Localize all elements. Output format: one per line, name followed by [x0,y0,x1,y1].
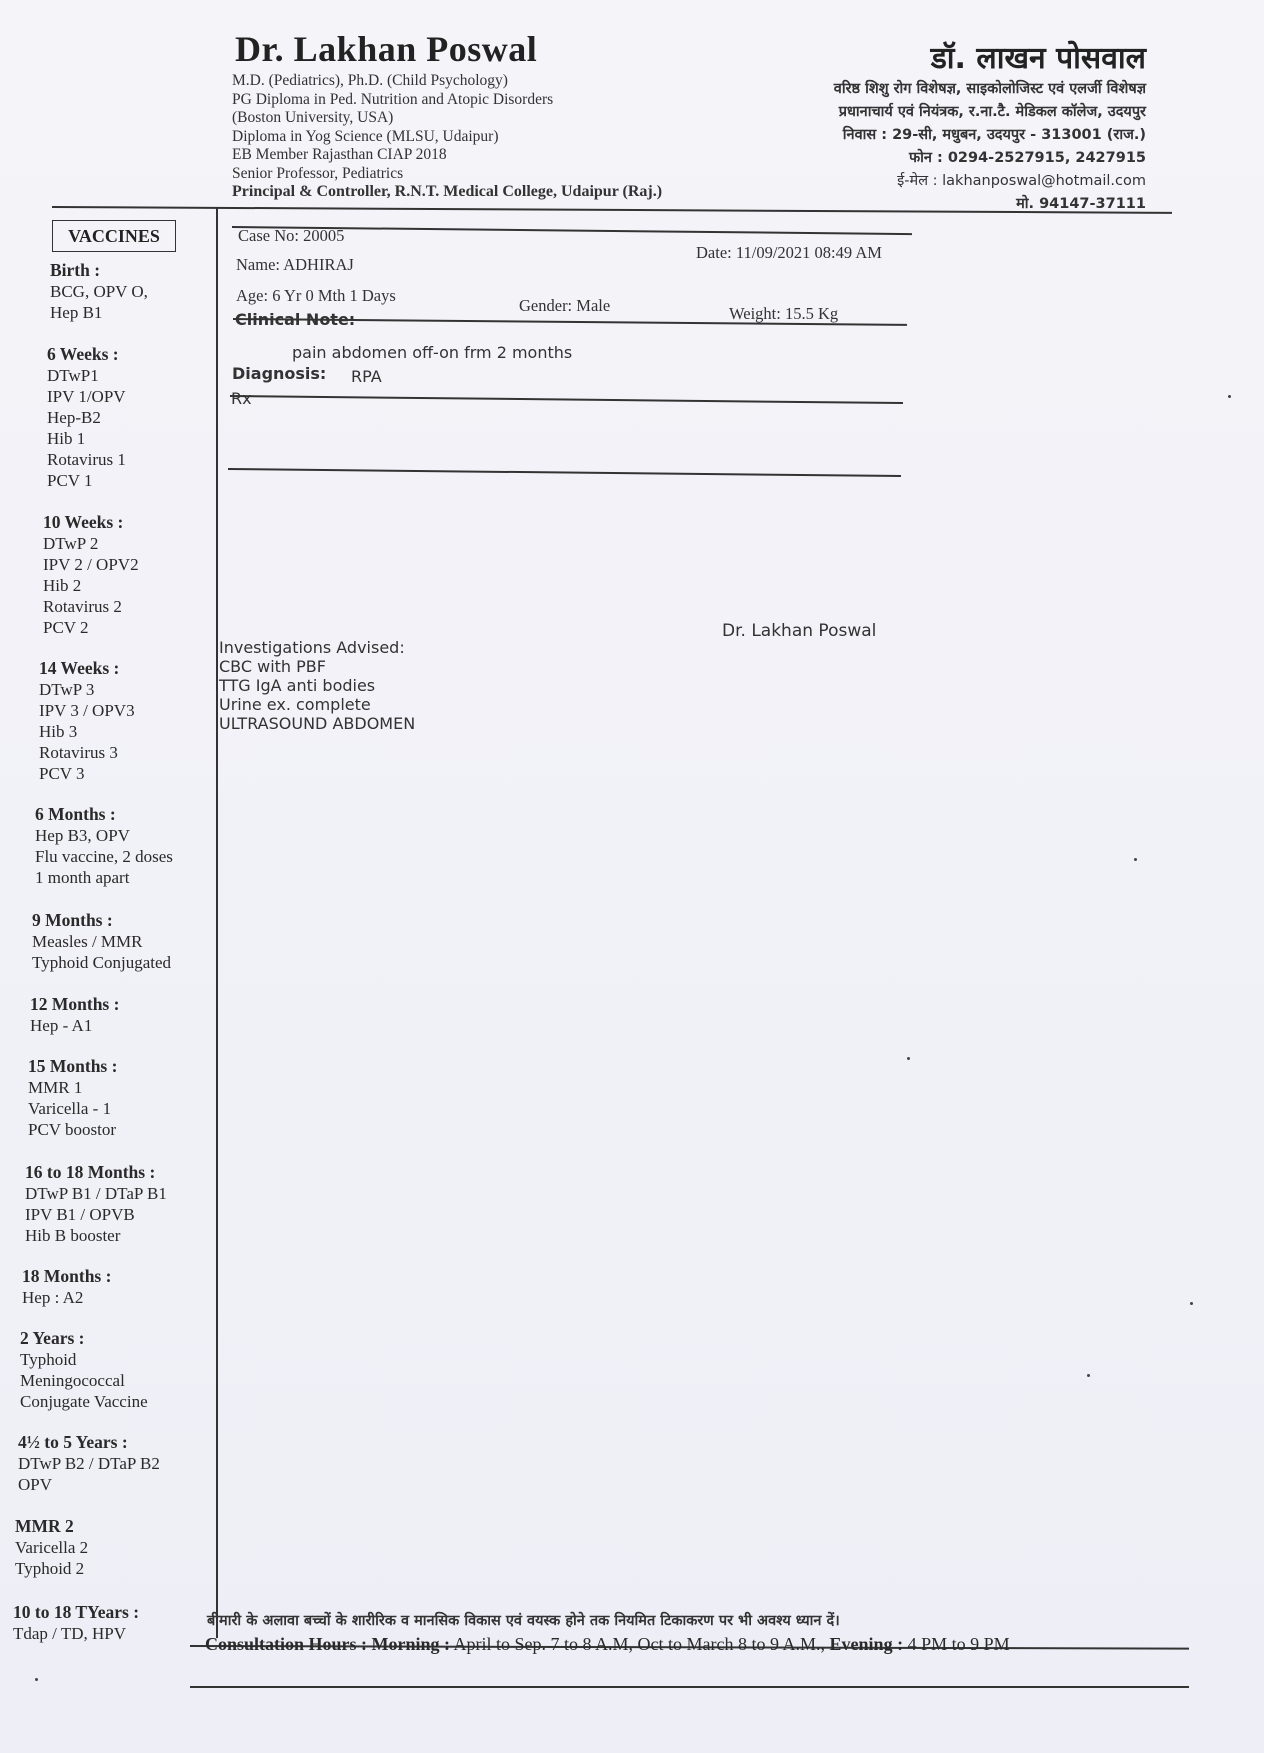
vaccine-group [20,1328,220,1412]
scan-speck [1134,858,1137,861]
vaccine-group-heading: MMR 2 [15,1516,74,1536]
hindi-details-block [834,78,1146,216]
vaccine-item: Hib B booster [25,1226,121,1245]
scan-speck [907,1057,910,1060]
vaccine-group-heading: 6 Months : [35,804,116,824]
investigation-item: Urine ex. complete [219,695,371,714]
investigation-item: TTG IgA anti bodies [219,676,376,695]
patient-gender: Gender: Male [519,296,611,315]
vaccine-group-heading: 16 to 18 Months : [25,1162,156,1182]
vaccine-group [32,910,232,973]
investigations-block [219,638,415,733]
vaccine-item: PCV 2 [43,618,89,637]
vaccine-item: OPV [18,1475,53,1494]
vaccine-group-heading: 18 Months : [22,1266,112,1286]
vaccine-item: 1 month apart [35,868,130,887]
mobile-line: मो. 94147-37111 [1016,196,1146,212]
vaccine-group [39,658,239,784]
vaccine-item: Rotavirus 1 [47,450,126,469]
vaccine-group [28,1056,228,1140]
vaccine-item: DTwP B1 / DTaP B1 [25,1184,167,1203]
hindi-line: वरिष्ठ शिशु रोग विशेषज्ञ, साइकोलोजिस्ट एवं एलर्जी विशेषज्ञ [833,81,1146,97]
vaccine-item: Typhoid [20,1350,77,1369]
vaccine-item: IPV 3 / OPV3 [39,701,135,720]
hindi-line: निवास : 29-सी, मधुबन, उदयपुर - 313001 (राज.) [842,127,1146,143]
patient-age: Age: 6 Yr 0 Mth 1 Days [236,286,396,305]
doctor-name-en: Dr. Lakhan Poswal [235,29,538,69]
qualification-line: EB Member Rajasthan CIAP 2018 [232,146,447,163]
vaccine-group [18,1432,218,1495]
vaccine-item: Hib 3 [39,722,78,741]
vaccine-group-heading: Birth : [50,260,101,280]
vaccine-group [22,1266,222,1308]
vaccine-item: Hep - A1 [30,1016,93,1035]
scan-speck [1190,1302,1193,1305]
vaccine-item: Rotavirus 3 [39,743,118,762]
qualification-line: PG Diploma in Ped. Nutrition and Atopic Disorders [232,90,554,108]
hindi-line: प्रधानाचार्य एवं नियंत्रक, र.ना.टै. मेडिकल कॉलेज, उदयपुर [838,104,1146,120]
vaccine-item: Hep B1 [50,303,103,322]
email-line: ई-मेल : lakhanposwal@hotmail.com [897,173,1146,189]
doctor-name-hi: डॉ. लाखन पोसवाल [930,41,1146,76]
vaccine-group-heading: 6 Weeks : [47,344,119,364]
vaccine-item: Conjugate Vaccine [20,1392,148,1411]
vaccine-item: Varicella - 1 [28,1099,112,1118]
vaccine-item: Hib 1 [47,429,86,448]
rx-end-rule [228,468,901,477]
vaccines-title: VACCINES [52,220,176,252]
hours-label: Consultation Hours : [205,1634,368,1654]
patient-weight: Weight: 15.5 Kg [729,304,839,323]
vaccine-item: DTwP B2 / DTaP B2 [18,1454,160,1473]
vaccine-group [35,804,235,888]
vaccine-item: Hep : A2 [22,1288,84,1307]
vaccine-item: Rotavirus 2 [43,597,122,616]
vaccine-item: Meningococcal [20,1371,125,1390]
vaccine-item: Measles / MMR [32,932,143,951]
qualification-line: Diploma in Yog Science (MLSU, Udaipur) [232,127,499,145]
vaccine-item: Typhoid 2 [15,1559,85,1578]
hindi-line: फोन : 0294-2527915, 2427915 [908,150,1146,166]
vaccine-item: MMR 1 [28,1078,83,1097]
diagnosis-label: Diagnosis: [232,364,327,383]
scan-speck [35,1678,38,1681]
vaccine-item: Hib 2 [43,576,82,595]
evening-label: Evening : [829,1634,904,1654]
vaccine-item: Hep-B2 [47,408,101,427]
vaccine-group-heading: 14 Weeks : [39,658,120,678]
vaccine-group [43,512,243,638]
vaccine-group-heading: 15 Months : [28,1056,118,1076]
position-line: Principal & Controller, R.N.T. Medical College, Udaipur (Raj.) [232,183,663,200]
consultation-hours [205,1634,1010,1655]
vaccine-item: Hep B3, OPV [35,826,130,845]
vaccine-item: Flu vaccine, 2 doses [35,847,173,866]
footer-bottom-rule [190,1686,1189,1688]
vaccine-item: IPV 2 / OPV2 [43,555,139,574]
vaccine-item: Tdap / TD, HPV [13,1624,127,1643]
scan-speck [1228,395,1231,398]
rx-label: Rx [231,389,252,408]
qualification-line: M.D. (Pediatrics), Ph.D. (Child Psychology) [232,72,508,89]
clinical-note-label: Clinical Note: [235,310,356,329]
qualifications-block [232,72,662,202]
vaccine-group [15,1516,215,1579]
investigations-label: Investigations Advised: [219,638,405,657]
patient-name: Name: ADHIRAJ [236,255,354,274]
visit-date: Date: 11/09/2021 08:49 AM [696,243,882,262]
qualification-line: Senior Professor, Pediatrics [232,164,404,182]
vaccine-group-heading: 12 Months : [30,994,120,1014]
case-number: Case No: 20005 [238,226,345,245]
vaccine-group [50,260,250,323]
vaccine-group-heading: 10 Weeks : [43,512,124,532]
vaccine-item: IPV B1 / OPVB [25,1205,135,1224]
vaccine-group [47,344,247,491]
qualification-line: (Boston University, USA) [232,109,394,126]
morning-label: Morning : [371,1634,451,1654]
clinical-note-text: pain abdomen off-on frm 2 months [292,343,573,362]
vaccine-item: PCV 3 [39,764,85,783]
vaccine-item: PCV 1 [47,471,93,490]
investigation-item: ULTRASOUND ABDOMEN [219,714,416,733]
vaccine-item: DTwP 3 [39,680,95,699]
investigation-item: CBC with PBF [219,657,326,676]
vaccine-item: Typhoid Conjugated [32,953,172,972]
vaccine-group [25,1162,225,1246]
vaccine-item: DTwP 2 [43,534,99,553]
doctor-signature: Dr. Lakhan Poswal [722,621,877,641]
vaccine-group-heading: 10 to 18 TYears : [13,1602,140,1622]
vaccine-item: BCG, OPV O, [50,282,148,301]
footer-hindi-note: बीमारी के अलावा बच्चों के शारीरिक व मानसिक विकास एवं वयस्क होने तक नियमित टिकाकरण पर भी अवश्य ध्यान दें। [207,1613,840,1629]
vaccine-item: PCV boostor [28,1120,117,1139]
vaccine-item: IPV 1/OPV [47,387,126,406]
morning-text: April to Sep. 7 to 8 A.M, Oct to March 8 to 9 A.M., [453,1634,826,1654]
vaccine-item: Varicella 2 [15,1538,89,1557]
vaccine-group-heading: 2 Years : [20,1328,85,1348]
evening-text: 4 PM to 9 PM [907,1634,1010,1654]
scan-speck [1087,1374,1090,1377]
diagnosis-value: RPA [351,367,382,386]
vaccine-group [30,994,230,1036]
rx-rule [230,395,903,404]
vaccine-group [13,1602,213,1644]
vaccine-group-heading: 9 Months : [32,910,113,930]
vaccine-item: DTwP1 [47,366,99,385]
vaccine-group-heading: 4½ to 5 Years : [18,1432,128,1452]
